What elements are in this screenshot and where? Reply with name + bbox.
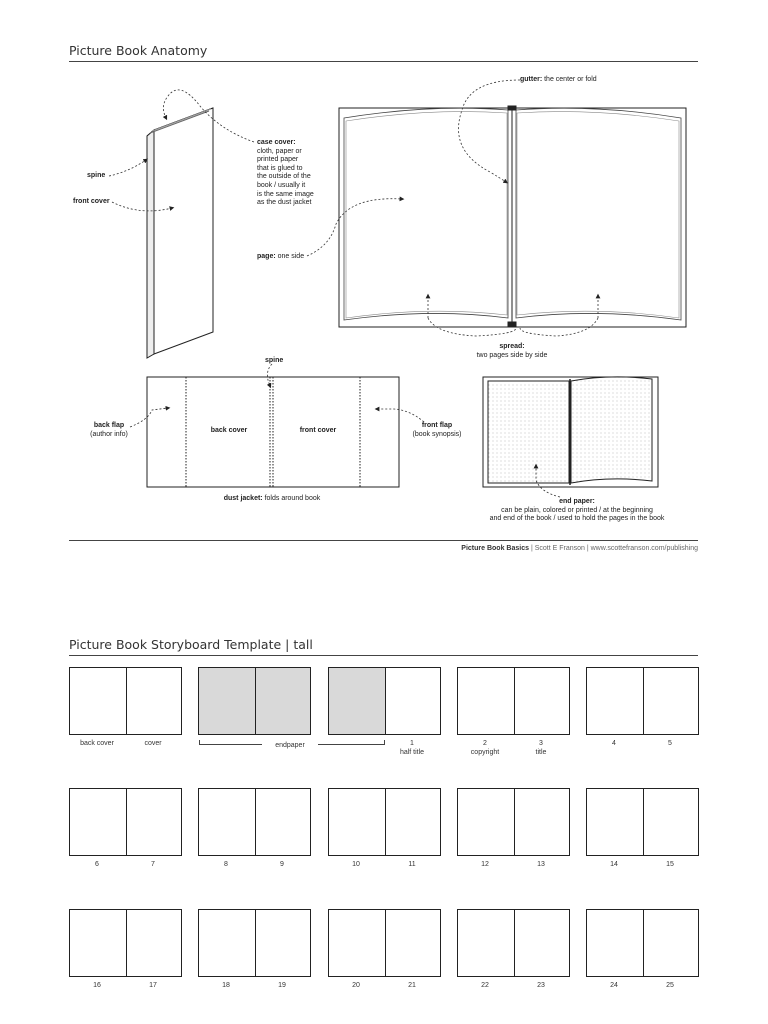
case-cover-line: as the dust jacket (257, 199, 312, 207)
left-page (70, 789, 127, 855)
endpaper-label: endpaper (262, 741, 318, 750)
anatomy-title: Picture Book Anatomy (69, 43, 208, 58)
page-number-label: 13 (537, 861, 545, 868)
anatomy-footer: Picture Book Basics | Scott E Franson | www.scottefranson.com/publishing (461, 545, 698, 552)
page-number-label: 9 (280, 861, 284, 868)
page-number-label: 25 (666, 982, 674, 989)
right-page (515, 910, 569, 976)
page-label: page: one side (257, 253, 305, 260)
page-number-label: 19 (278, 982, 286, 989)
right-page (386, 668, 440, 734)
left-page (458, 668, 515, 734)
page-number-label: 5 (668, 740, 672, 747)
right-page (644, 789, 698, 855)
standing-front-cover-label: front cover (73, 198, 110, 205)
storyboard-spread (198, 909, 311, 977)
storyboard-spread (328, 909, 441, 977)
left-page (329, 789, 386, 855)
page-number-label: 3 title (535, 740, 547, 756)
jacket-spine-label: spine (265, 357, 284, 364)
left-page (70, 910, 127, 976)
left-page (458, 910, 515, 976)
standing-book (147, 108, 213, 358)
storyboard-title-rule (69, 655, 698, 656)
case-cover-line: that is glued to (257, 164, 303, 172)
page-number-label: 14 (610, 861, 618, 868)
dust-jacket-label: dust jacket: folds around book (223, 495, 321, 502)
storyboard-spread (586, 909, 699, 977)
storyboard-title: Picture Book Storyboard Template | tall (69, 637, 313, 652)
right-page (256, 789, 310, 855)
storyboard-spread (457, 909, 570, 977)
dust-jacket (147, 377, 399, 487)
page-number-label: 18 (222, 982, 230, 989)
page-number-label: 7 (151, 861, 155, 868)
spread-label: spread: two pages side by side (476, 343, 548, 359)
page-number-label: 2 copyright (470, 740, 500, 756)
case-cover-label: case cover: cloth, paper or printed paper that is glued to the outside of the book / usually it is the same image as the dust jacket (257, 139, 314, 207)
page-number-label: 11 (408, 861, 416, 868)
left-page (587, 910, 644, 976)
anatomy-bottom-rule (69, 540, 698, 541)
case-cover-line: is the same image (257, 190, 314, 198)
right-page (515, 789, 569, 855)
right-page (515, 668, 569, 734)
front-cover-label: front cover (299, 427, 337, 434)
page-number-label: 24 (610, 982, 618, 989)
left-page (199, 910, 256, 976)
storyboard-spread (69, 788, 182, 856)
page-number-label: 4 (612, 740, 616, 747)
left-page (458, 789, 515, 855)
page-number-label: 22 (481, 982, 489, 989)
page-number-label: 6 (95, 861, 99, 868)
page-number-label: 10 (352, 861, 360, 868)
storyboard-spread (69, 667, 182, 735)
storyboard-spread (69, 909, 182, 977)
case-cover-line: book / usually it (257, 181, 306, 189)
case-cover-description (257, 148, 314, 208)
storyboard-spread (198, 788, 311, 856)
page-number-label: 21 (408, 982, 416, 989)
page-number-label: 1 half title (399, 740, 425, 756)
endpaper-book (483, 377, 658, 487)
page-number-label: 16 (93, 982, 101, 989)
right-page (127, 668, 181, 734)
back-flap-label: back flap (author info) (90, 422, 128, 438)
case-cover-line: the outside of the (257, 173, 311, 181)
back-cover-label: back cover (210, 427, 248, 434)
case-cover-line: cloth, paper or (257, 147, 302, 155)
standing-spine-label: spine (87, 172, 106, 179)
right-page (127, 910, 181, 976)
left-page (329, 910, 386, 976)
right-page (644, 668, 698, 734)
page-number-label: back cover (80, 740, 114, 747)
left-page (329, 668, 386, 734)
open-book (339, 106, 686, 327)
end-paper-label: end paper: can be plain, colored or printed / at the beginning and end of the book / used to hold the pages in the book (489, 498, 665, 523)
page-number-label: 17 (149, 982, 157, 989)
right-page (256, 910, 310, 976)
page-number-label: 12 (481, 861, 489, 868)
storyboard-spread (198, 667, 311, 735)
right-page (256, 668, 310, 734)
left-page (587, 668, 644, 734)
right-page (127, 789, 181, 855)
case-cover-line: printed paper (257, 156, 299, 164)
storyboard-spread (457, 667, 570, 735)
storyboard-spread (328, 788, 441, 856)
storyboard-spread (586, 788, 699, 856)
page-number-label: 8 (224, 861, 228, 868)
page-number-label: 20 (352, 982, 360, 989)
page-number-label: cover (144, 740, 162, 747)
front-flap-label: front flap (book synopsis) (412, 422, 462, 438)
left-page (70, 668, 127, 734)
storyboard-spread (457, 788, 570, 856)
left-page (199, 789, 256, 855)
left-page (587, 789, 644, 855)
page-number-label: 23 (537, 982, 545, 989)
page-number-label: 15 (666, 861, 674, 868)
right-page (386, 789, 440, 855)
left-page (199, 668, 256, 734)
right-page (386, 910, 440, 976)
right-page (644, 910, 698, 976)
gutter-label: gutter: the center or fold (520, 76, 597, 83)
storyboard-spread (328, 667, 441, 735)
storyboard-spread (586, 667, 699, 735)
